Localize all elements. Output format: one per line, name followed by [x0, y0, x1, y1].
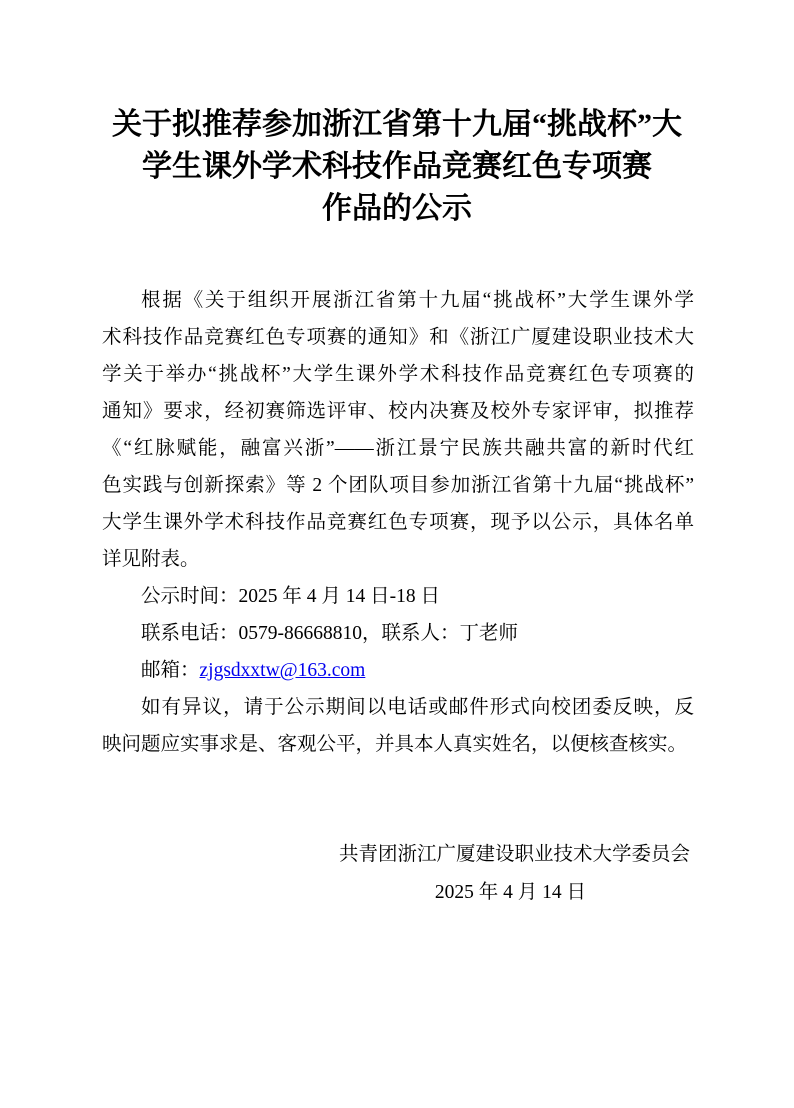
- title-line-1: 关于拟推荐参加浙江省第十九届“挑战杯”大: [112, 108, 682, 141]
- paragraph1-line: 术科技作品竞赛红色专项赛的通知》和《浙江广厦建设职业技术大: [102, 327, 694, 348]
- document-title: [0, 104, 794, 230]
- paragraph1-line: 学关于举办“挑战杯”大学生课外学术科技作品竞赛红色专项赛的: [102, 364, 694, 385]
- signature-date: 2025 年 4 月 14 日: [434, 882, 586, 903]
- paragraph1-line: 《“红脉赋能，融富兴浙”——浙江景宁民族共融共富的新时代红: [102, 438, 694, 459]
- publicity-time-line: 公示时间：2025 年 4 月 14 日-18 日: [141, 586, 440, 607]
- paragraph1-line: 通知》要求，经初赛筛选评审、校内决赛及校外专家评审，拟推荐: [102, 401, 694, 422]
- title-line-3: 作品的公示: [322, 192, 472, 225]
- document-body: [102, 282, 694, 763]
- contact-phone-line: 联系电话：0579-86668810，联系人：丁老师: [141, 623, 518, 644]
- contact-email-line: [102, 652, 694, 689]
- title-line-2: 学生课外学术科技作品竞赛红色专项赛: [142, 150, 652, 183]
- signature-block: [102, 836, 694, 912]
- paragraph1-line: 色实践与创新探索》等 2 个团队项目参加浙江省第十九届“挑战杯”: [102, 475, 694, 496]
- paragraph1-line: 根据《关于组织开展浙江省第十九届“挑战杯”大学生课外学: [141, 290, 694, 311]
- paragraph2-line: 如有异议，请于公示期间以电话或邮件形式向校团委反映，反: [141, 697, 694, 718]
- paragraph2-line: 映问题应实事求是、客观公平，并具本人真实姓名，以便核查核实。: [102, 734, 688, 755]
- email-label: 邮箱：: [141, 660, 200, 681]
- signature-organization: 共青团浙江广厦建设职业技术大学委员会: [338, 844, 690, 865]
- paragraph1-line: 大学生课外学术科技作品竞赛红色专项赛，现予以公示，具体名单: [102, 512, 694, 533]
- paragraph1-line: 详见附表。: [102, 549, 200, 570]
- email-link[interactable]: zjgsdxxtw@163.com: [199, 660, 366, 681]
